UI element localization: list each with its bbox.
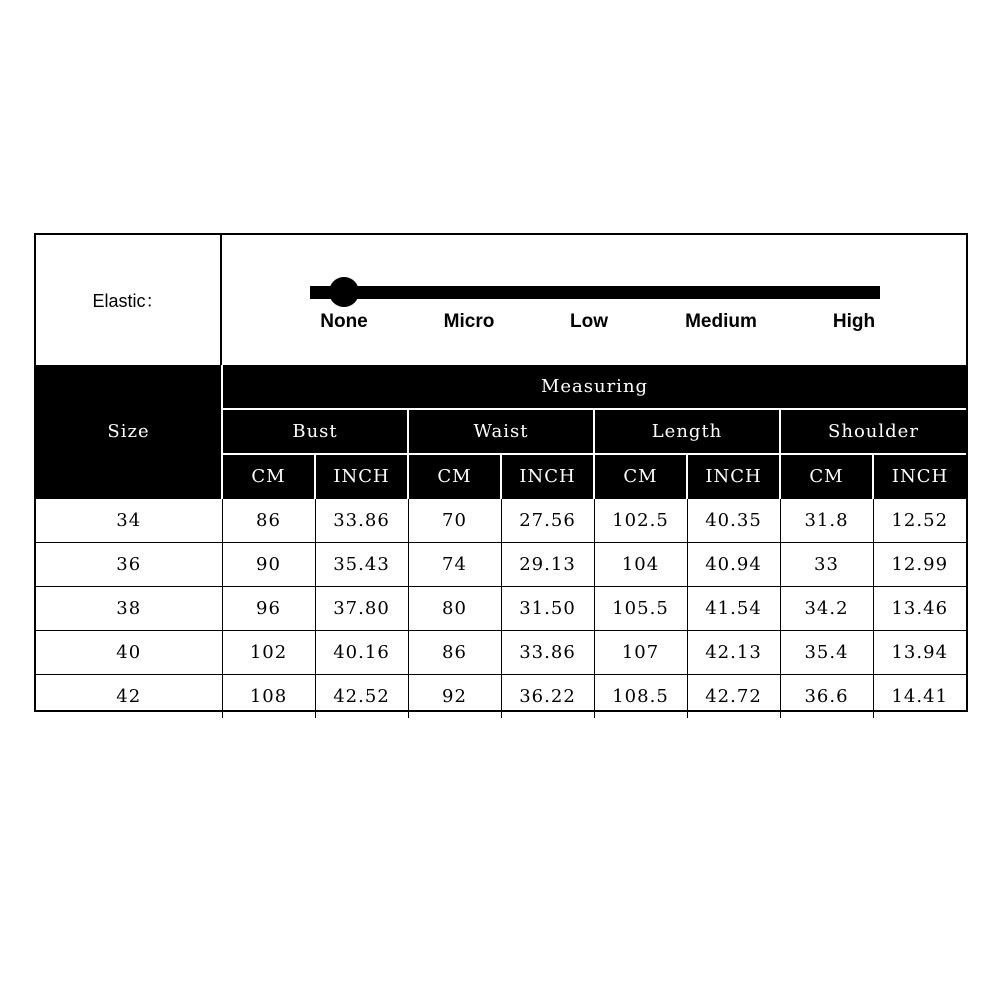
table-cell: 42.13 xyxy=(687,631,780,675)
table-cell: 40.94 xyxy=(687,543,780,587)
table-cell: 12.52 xyxy=(873,499,966,543)
elastic-scale xyxy=(224,235,966,365)
measuring-header: Measuring xyxy=(222,365,966,409)
table-cell: 86 xyxy=(408,631,501,675)
table-cell: 40.16 xyxy=(315,631,408,675)
table-cell: 29.13 xyxy=(501,543,594,587)
elastic-label: Elastic： xyxy=(36,235,222,365)
table-cell: 70 xyxy=(408,499,501,543)
elastic-scale-indicator xyxy=(329,277,359,307)
table-cell: 40.35 xyxy=(687,499,780,543)
size-header: Size xyxy=(36,365,222,499)
group-header-length: Length xyxy=(594,409,780,454)
table-cell: 42.72 xyxy=(687,675,780,719)
group-header-waist: Waist xyxy=(408,409,594,454)
table-row xyxy=(36,587,966,631)
table-cell: 14.41 xyxy=(873,675,966,719)
table-cell: 108 xyxy=(222,675,315,719)
unit-header: INCH xyxy=(873,454,966,499)
unit-header: CM xyxy=(222,454,315,499)
table-cell: 108.5 xyxy=(594,675,687,719)
table-cell: 37.80 xyxy=(315,587,408,631)
table-cell: 33.86 xyxy=(501,631,594,675)
size-cell: 42 xyxy=(36,675,222,719)
elastic-scale-bar xyxy=(310,286,880,299)
table-cell: 42.52 xyxy=(315,675,408,719)
unit-header: CM xyxy=(408,454,501,499)
table-cell: 105.5 xyxy=(594,587,687,631)
table-cell: 36.6 xyxy=(780,675,873,719)
unit-header: CM xyxy=(780,454,873,499)
unit-header: INCH xyxy=(315,454,408,499)
table-cell: 41.54 xyxy=(687,587,780,631)
elastic-level-micro: Micro xyxy=(443,311,495,332)
table-row xyxy=(36,631,966,675)
table-cell: 31.50 xyxy=(501,587,594,631)
size-cell: 36 xyxy=(36,543,222,587)
size-cell: 38 xyxy=(36,587,222,631)
table-cell: 33 xyxy=(780,543,873,587)
table-cell: 74 xyxy=(408,543,501,587)
table-cell: 36.22 xyxy=(501,675,594,719)
table-cell: 92 xyxy=(408,675,501,719)
table-cell: 80 xyxy=(408,587,501,631)
table-cell: 104 xyxy=(594,543,687,587)
table-cell: 90 xyxy=(222,543,315,587)
group-header-bust: Bust xyxy=(222,409,408,454)
elastic-level-high: High xyxy=(832,311,876,332)
elastic-level-low: Low xyxy=(570,311,608,332)
table-cell: 107 xyxy=(594,631,687,675)
table-cell: 33.86 xyxy=(315,499,408,543)
unit-header: CM xyxy=(594,454,687,499)
unit-header: INCH xyxy=(687,454,780,499)
table-row xyxy=(36,543,966,587)
elastic-level-none: None xyxy=(320,311,368,332)
elastic-level-medium: Medium xyxy=(685,311,757,332)
size-cell: 40 xyxy=(36,631,222,675)
table-cell: 12.99 xyxy=(873,543,966,587)
size-cell: 34 xyxy=(36,499,222,543)
table-cell: 13.94 xyxy=(873,631,966,675)
table-cell: 35.4 xyxy=(780,631,873,675)
table-cell: 31.8 xyxy=(780,499,873,543)
table-cell: 86 xyxy=(222,499,315,543)
table-cell: 96 xyxy=(222,587,315,631)
table-cell: 35.43 xyxy=(315,543,408,587)
size-table xyxy=(36,365,966,718)
table-cell: 13.46 xyxy=(873,587,966,631)
table-cell: 102 xyxy=(222,631,315,675)
unit-header: INCH xyxy=(501,454,594,499)
elastic-row xyxy=(36,235,966,365)
group-header-shoulder: Shoulder xyxy=(780,409,966,454)
table-cell: 102.5 xyxy=(594,499,687,543)
table-row xyxy=(36,499,966,543)
size-chart xyxy=(34,233,968,712)
table-cell: 27.56 xyxy=(501,499,594,543)
table-cell: 34.2 xyxy=(780,587,873,631)
table-row xyxy=(36,675,966,719)
